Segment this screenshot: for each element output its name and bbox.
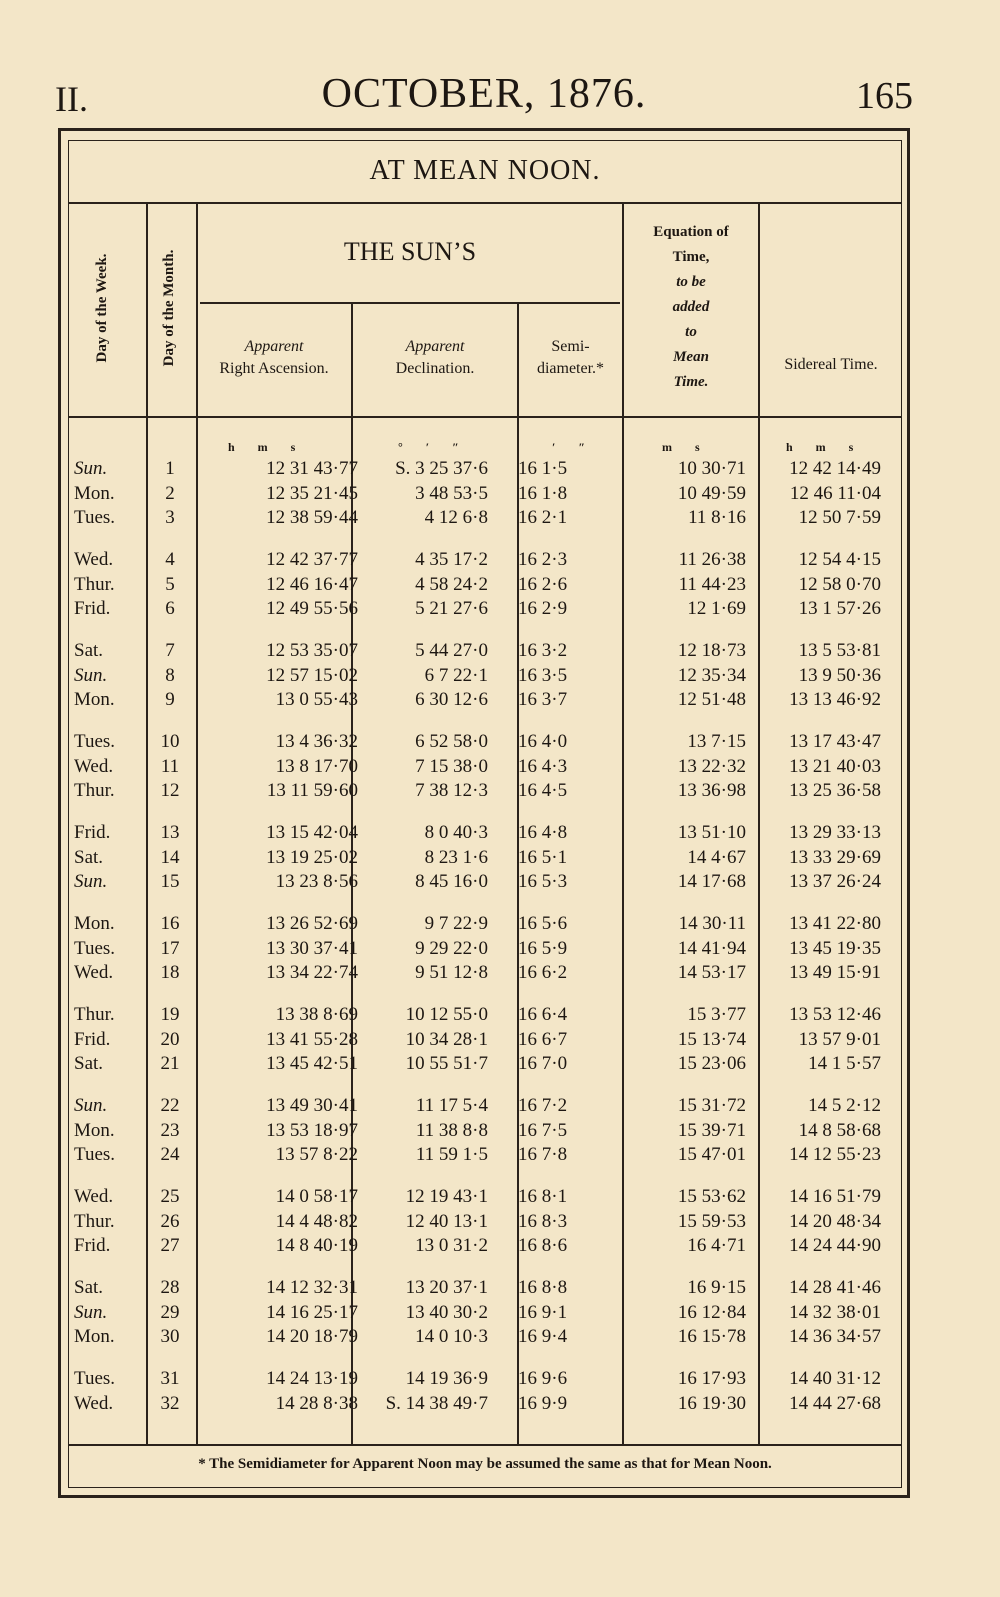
equation-of-time-cell: 10 49·59 bbox=[677, 482, 746, 504]
declination-cell: 11 17 5·4 bbox=[415, 1095, 488, 1116]
day-of-month-cell: 10 bbox=[160, 731, 180, 752]
right-ascension-cell: 13 0 55·43 bbox=[275, 689, 358, 710]
declination-cell: S. 3 25 37·6 bbox=[395, 458, 488, 479]
equation-of-time-cell: 16 4·71 bbox=[687, 1235, 746, 1256]
day-of-month-cell: 19 bbox=[160, 1004, 180, 1025]
equation-of-time-cell: 15 23·06 bbox=[677, 1053, 746, 1074]
declination-cell: 8 0 40·3 bbox=[424, 822, 488, 843]
declination-cell: 14 0 10·3 bbox=[415, 1326, 488, 1347]
semidiameter-cell: 16 4·3 bbox=[518, 755, 568, 777]
semidiameter-cell: 16 5·1 bbox=[518, 846, 568, 868]
day-of-month-cell: 16 bbox=[160, 913, 180, 934]
footnote: * The Semidiameter for Apparent Noon may be assumed the same as that for Mean Noon. bbox=[198, 1456, 772, 1472]
sidereal-time-cell: 13 45 19·35 bbox=[789, 937, 881, 959]
day-of-week-cell: Frid. bbox=[74, 1235, 111, 1256]
right-ascension-cell: 13 57 8·22 bbox=[275, 1144, 358, 1165]
declination-cell: 14 19 36·9 bbox=[405, 1368, 488, 1389]
col-equation-of-time: Equation of Time, to be added to Mean Time. bbox=[653, 224, 729, 390]
right-ascension-cell: 14 28 8·38 bbox=[275, 1392, 358, 1414]
col-declination: Apparent Declination. bbox=[395, 338, 475, 377]
table-row bbox=[68, 1393, 902, 1417]
table-row bbox=[68, 689, 902, 713]
day-of-week-cell: Wed. bbox=[74, 549, 114, 570]
right-ascension-cell: 13 26 52·69 bbox=[266, 913, 358, 934]
sidereal-time-cell: 14 8 58·68 bbox=[798, 1119, 881, 1141]
declination-cell: 9 7 22·9 bbox=[424, 913, 488, 934]
equation-of-time-cell: 14 41·94 bbox=[677, 937, 746, 959]
equation-of-time-cell: 16 9·15 bbox=[687, 1277, 746, 1298]
semidiameter-cell: 16 9·6 bbox=[518, 1368, 568, 1389]
right-ascension-cell: 14 0 58·17 bbox=[275, 1186, 358, 1207]
day-of-month-cell: 21 bbox=[160, 1053, 180, 1074]
day-of-week-cell: Wed. bbox=[74, 962, 114, 983]
equation-of-time-cell: 13 36·98 bbox=[677, 780, 746, 801]
right-ascension-cell: 13 38 8·69 bbox=[275, 1004, 358, 1025]
right-ascension-cell: 14 8 40·19 bbox=[275, 1235, 358, 1256]
sidereal-time-cell: 14 12 55·23 bbox=[789, 1144, 881, 1165]
day-of-week-cell: Wed. bbox=[74, 755, 114, 777]
sidereal-time-cell: 12 42 14·49 bbox=[789, 458, 881, 479]
equation-of-time-cell: 15 3·77 bbox=[687, 1004, 746, 1025]
rule-under-title bbox=[68, 202, 902, 204]
right-ascension-cell: 13 23 8·56 bbox=[275, 871, 358, 892]
table-row bbox=[68, 756, 902, 780]
sidereal-time-cell: 13 41 22·80 bbox=[789, 913, 881, 934]
sidereal-time-cell: 13 37 26·24 bbox=[789, 871, 881, 892]
sidereal-time-cell: 14 1 5·57 bbox=[808, 1053, 881, 1074]
day-of-week-cell: Tues. bbox=[74, 1144, 116, 1165]
right-ascension-cell: 12 31 43·77 bbox=[266, 458, 358, 479]
equation-of-time-cell: 15 47·01 bbox=[677, 1144, 746, 1165]
equation-of-time-cell: 16 19·30 bbox=[677, 1392, 746, 1414]
equation-of-time-cell: 15 53·62 bbox=[677, 1186, 746, 1207]
day-of-week-cell: Mon. bbox=[74, 689, 115, 710]
units-semi: ′ ″ bbox=[552, 440, 596, 454]
sidereal-time-cell: 13 29 33·13 bbox=[789, 822, 881, 843]
declination-cell: 3 48 53·5 bbox=[415, 482, 488, 504]
day-of-week-cell: Tues. bbox=[74, 731, 116, 752]
units-eq: m s bbox=[662, 440, 710, 454]
day-of-week-cell: Tues. bbox=[74, 937, 116, 959]
semidiameter-cell: 16 9·4 bbox=[518, 1326, 568, 1347]
day-of-month-cell: 28 bbox=[160, 1277, 180, 1298]
semidiameter-cell: 16 4·0 bbox=[518, 731, 568, 752]
table-row bbox=[68, 871, 902, 895]
day-of-week-cell: Sun. bbox=[74, 871, 108, 892]
equation-of-time-cell: 15 59·53 bbox=[677, 1210, 746, 1232]
declination-cell: 5 21 27·6 bbox=[415, 598, 488, 619]
equation-of-time-cell: 11 44·23 bbox=[678, 573, 746, 595]
table-row bbox=[68, 458, 902, 482]
day-of-week-cell: Mon. bbox=[74, 1119, 115, 1141]
table-row bbox=[68, 1186, 902, 1210]
right-ascension-cell: 12 53 35·07 bbox=[266, 640, 358, 661]
day-of-month-cell: 6 bbox=[165, 598, 175, 619]
right-ascension-cell: 12 49 55·56 bbox=[266, 598, 358, 619]
right-ascension-cell: 13 45 42·51 bbox=[266, 1053, 358, 1074]
semidiameter-cell: 16 8·3 bbox=[518, 1210, 568, 1232]
semidiameter-cell: 16 6·2 bbox=[518, 962, 568, 983]
declination-cell: 9 51 12·8 bbox=[415, 962, 488, 983]
day-of-week-cell: Mon. bbox=[74, 913, 115, 934]
sidereal-time-cell: 12 46 11·04 bbox=[789, 482, 881, 504]
semidiameter-cell: 16 6·7 bbox=[518, 1028, 568, 1050]
day-of-week-cell: Sat. bbox=[74, 1053, 104, 1074]
table-row bbox=[68, 598, 902, 622]
day-of-week-cell: Thur. bbox=[74, 780, 115, 801]
sidereal-time-cell: 13 49 15·91 bbox=[789, 962, 881, 983]
table-row bbox=[68, 1302, 902, 1326]
table-row bbox=[68, 938, 902, 962]
equation-of-time-cell: 14 53·17 bbox=[677, 962, 746, 983]
sidereal-time-cell: 14 36 34·57 bbox=[789, 1326, 881, 1347]
right-ascension-cell: 13 41 55·28 bbox=[266, 1028, 358, 1050]
equation-of-time-cell: 13 22·32 bbox=[677, 755, 746, 777]
equation-of-time-cell: 12 51·48 bbox=[677, 689, 746, 710]
table-row bbox=[68, 962, 902, 986]
day-of-month-cell: 27 bbox=[160, 1235, 180, 1256]
declination-cell: 6 7 22·1 bbox=[424, 664, 488, 686]
table-row bbox=[68, 1211, 902, 1235]
col-day-of-month: Day of the Month. bbox=[161, 249, 177, 367]
day-of-month-cell: 15 bbox=[160, 871, 180, 892]
day-of-month-cell: 9 bbox=[165, 689, 175, 710]
declination-cell: 9 29 22·0 bbox=[415, 937, 488, 959]
sidereal-time-cell: 12 54 4·15 bbox=[798, 549, 881, 570]
right-ascension-cell: 14 12 32·31 bbox=[266, 1277, 358, 1298]
equation-of-time-cell: 14 4·67 bbox=[687, 846, 746, 868]
declination-cell: 7 38 12·3 bbox=[415, 780, 488, 801]
day-of-month-cell: 31 bbox=[160, 1368, 180, 1389]
sidereal-time-cell: 13 57 9·01 bbox=[798, 1028, 881, 1050]
right-ascension-cell: 13 8 17·70 bbox=[275, 755, 358, 777]
semidiameter-cell: 16 1·8 bbox=[518, 482, 568, 504]
day-of-week-cell: Sun. bbox=[74, 1301, 108, 1323]
day-of-week-cell: Frid. bbox=[74, 1028, 111, 1050]
table-title: AT MEAN NOON. bbox=[369, 155, 601, 186]
equation-of-time-cell: 14 30·11 bbox=[678, 913, 746, 934]
semidiameter-cell: 16 3·5 bbox=[518, 664, 568, 686]
table-row bbox=[68, 780, 902, 804]
sidereal-time-cell: 12 58 0·70 bbox=[798, 573, 881, 595]
day-of-month-cell: 26 bbox=[160, 1210, 180, 1232]
equation-of-time-cell: 11 26·38 bbox=[678, 549, 746, 570]
semidiameter-cell: 16 8·6 bbox=[518, 1235, 568, 1256]
day-of-week-cell: Sat. bbox=[74, 1277, 104, 1298]
semidiameter-cell: 16 2·6 bbox=[518, 573, 568, 595]
day-of-month-cell: 22 bbox=[160, 1095, 180, 1116]
day-of-month-cell: 20 bbox=[160, 1028, 180, 1050]
right-ascension-cell: 12 42 37·77 bbox=[266, 549, 358, 570]
semidiameter-cell: 16 2·3 bbox=[518, 549, 568, 570]
declination-cell: 8 45 16·0 bbox=[415, 871, 488, 892]
right-ascension-cell: 14 16 25·17 bbox=[266, 1301, 358, 1323]
sidereal-time-cell: 13 33 29·69 bbox=[789, 846, 881, 868]
declination-cell: 11 38 8·8 bbox=[415, 1119, 488, 1141]
day-of-month-cell: 2 bbox=[165, 482, 175, 504]
semidiameter-cell: 16 7·2 bbox=[518, 1095, 568, 1116]
page-number: 165 bbox=[856, 75, 913, 117]
table-row bbox=[68, 665, 902, 689]
table-row bbox=[68, 549, 902, 573]
right-ascension-cell: 13 53 18·97 bbox=[266, 1119, 358, 1141]
table-row bbox=[68, 1053, 902, 1077]
sidereal-time-cell: 13 9 50·36 bbox=[798, 664, 881, 686]
table-row bbox=[68, 574, 902, 598]
rule-under-header bbox=[68, 416, 902, 418]
semidiameter-cell: 16 5·6 bbox=[518, 913, 568, 934]
declination-cell: 4 35 17·2 bbox=[415, 549, 488, 570]
sidereal-time-cell: 14 28 41·46 bbox=[789, 1277, 881, 1298]
right-ascension-cell: 12 46 16·47 bbox=[266, 573, 358, 595]
day-of-week-cell: Tues. bbox=[74, 507, 116, 528]
declination-cell: 11 59 1·5 bbox=[415, 1144, 488, 1165]
right-ascension-cell: 13 15 42·04 bbox=[266, 822, 358, 843]
day-of-week-cell: Sun. bbox=[74, 1095, 108, 1116]
equation-of-time-cell: 15 31·72 bbox=[677, 1095, 746, 1116]
day-of-week-cell: Thur. bbox=[74, 573, 115, 595]
declination-cell: 12 19 43·1 bbox=[405, 1186, 488, 1207]
equation-of-time-cell: 12 35·34 bbox=[677, 664, 746, 686]
equation-of-time-cell: 16 17·93 bbox=[677, 1368, 746, 1389]
day-of-week-cell: Thur. bbox=[74, 1004, 115, 1025]
table-row bbox=[68, 1004, 902, 1028]
equation-of-time-cell: 13 51·10 bbox=[677, 822, 746, 843]
right-ascension-cell: 14 20 18·79 bbox=[266, 1326, 358, 1347]
day-of-month-cell: 29 bbox=[160, 1301, 180, 1323]
day-of-week-cell: Mon. bbox=[74, 482, 115, 504]
col-semidiameter: Semi- diameter.* bbox=[536, 338, 605, 377]
declination-cell: 6 52 58·0 bbox=[415, 731, 488, 752]
sidereal-time-cell: 14 16 51·79 bbox=[789, 1186, 881, 1207]
semidiameter-cell: 16 8·8 bbox=[518, 1277, 568, 1298]
declination-cell: 10 55 51·7 bbox=[405, 1053, 488, 1074]
day-of-month-cell: 14 bbox=[160, 846, 180, 868]
equation-of-time-cell: 14 17·68 bbox=[677, 871, 746, 892]
equation-of-time-cell: 16 12·84 bbox=[677, 1301, 746, 1323]
units-sid: h m s bbox=[786, 440, 864, 454]
declination-cell: 12 40 13·1 bbox=[405, 1210, 488, 1232]
day-of-month-cell: 18 bbox=[160, 962, 180, 983]
page-title: OCTOBER, 1876. bbox=[321, 71, 647, 117]
semidiameter-cell: 16 5·9 bbox=[518, 937, 568, 959]
semidiameter-cell: 16 3·7 bbox=[518, 689, 568, 710]
day-of-week-cell: Wed. bbox=[74, 1392, 114, 1414]
table-row bbox=[68, 507, 902, 531]
sidereal-time-cell: 13 53 12·46 bbox=[789, 1004, 881, 1025]
semidiameter-cell: 16 7·8 bbox=[518, 1144, 568, 1165]
semidiameter-cell: 16 6·4 bbox=[518, 1004, 568, 1025]
table-row bbox=[68, 913, 902, 937]
day-of-week-cell: Frid. bbox=[74, 822, 111, 843]
rule-above-footnote bbox=[68, 1444, 902, 1446]
semidiameter-cell: 16 1·5 bbox=[518, 458, 568, 479]
right-ascension-cell: 14 24 13·19 bbox=[266, 1368, 358, 1389]
units-dec: ° ′ ″ bbox=[398, 440, 469, 454]
day-of-week-cell: Thur. bbox=[74, 1210, 115, 1232]
semidiameter-cell: 16 4·5 bbox=[518, 780, 568, 801]
right-ascension-cell: 12 35 21·45 bbox=[266, 482, 358, 504]
col-day-of-week: Day of the Week. bbox=[94, 253, 110, 363]
right-ascension-cell: 13 49 30·41 bbox=[266, 1095, 358, 1116]
equation-of-time-cell: 12 1·69 bbox=[687, 598, 746, 619]
equation-of-time-cell: 11 8·16 bbox=[688, 507, 746, 528]
declination-cell: 13 40 30·2 bbox=[405, 1301, 488, 1323]
sidereal-time-cell: 13 5 53·81 bbox=[798, 640, 881, 661]
table-row bbox=[68, 731, 902, 755]
table-row bbox=[68, 822, 902, 846]
right-ascension-cell: 13 34 22·74 bbox=[266, 962, 358, 983]
table-row bbox=[68, 1095, 902, 1119]
sidereal-time-cell: 13 1 57·26 bbox=[798, 598, 881, 619]
sidereal-time-cell: 14 44 27·68 bbox=[789, 1392, 881, 1414]
day-of-week-cell: Sun. bbox=[74, 664, 108, 686]
equation-of-time-cell: 10 30·71 bbox=[677, 458, 746, 479]
day-of-week-cell: Wed. bbox=[74, 1186, 114, 1207]
declination-cell: 5 44 27·0 bbox=[415, 640, 488, 661]
semidiameter-cell: 16 2·9 bbox=[518, 598, 568, 619]
sidereal-time-cell: 13 17 43·47 bbox=[789, 731, 881, 752]
day-of-week-cell: Mon. bbox=[74, 1326, 115, 1347]
day-of-month-cell: 13 bbox=[160, 822, 180, 843]
day-of-month-cell: 17 bbox=[160, 937, 180, 959]
equation-of-time-cell: 13 7·15 bbox=[687, 731, 746, 752]
day-of-month-cell: 30 bbox=[160, 1326, 180, 1347]
declination-cell: 4 58 24·2 bbox=[415, 573, 488, 595]
sidereal-time-cell: 14 5 2·12 bbox=[808, 1095, 881, 1116]
semidiameter-cell: 16 4·8 bbox=[518, 822, 568, 843]
equation-of-time-cell: 15 13·74 bbox=[677, 1028, 746, 1050]
day-of-month-cell: 32 bbox=[160, 1392, 180, 1414]
sidereal-time-cell: 13 13 46·92 bbox=[789, 689, 881, 710]
day-of-month-cell: 7 bbox=[165, 640, 175, 661]
semidiameter-cell: 16 7·0 bbox=[518, 1053, 568, 1074]
day-of-week-cell: Tues. bbox=[74, 1368, 116, 1389]
declination-cell: S. 14 38 49·7 bbox=[385, 1392, 488, 1414]
right-ascension-cell: 13 11 59·60 bbox=[266, 780, 358, 801]
semidiameter-cell: 16 5·3 bbox=[518, 871, 568, 892]
sidereal-time-cell: 13 21 40·03 bbox=[789, 755, 881, 777]
col-sidereal-time: Sidereal Time. bbox=[784, 356, 878, 373]
table-row bbox=[68, 1144, 902, 1168]
day-of-month-cell: 25 bbox=[160, 1186, 180, 1207]
declination-cell: 10 34 28·1 bbox=[405, 1028, 488, 1050]
semidiameter-cell: 16 3·2 bbox=[518, 640, 568, 661]
table-row bbox=[68, 1326, 902, 1350]
units-ra: h m s bbox=[228, 440, 306, 454]
day-of-week-cell: Sun. bbox=[74, 458, 108, 479]
semidiameter-cell: 16 2·1 bbox=[518, 507, 568, 528]
sidereal-time-cell: 14 20 48·34 bbox=[789, 1210, 881, 1232]
table-row bbox=[68, 1368, 902, 1392]
day-of-month-cell: 1 bbox=[165, 458, 175, 479]
right-ascension-cell: 13 4 36·32 bbox=[275, 731, 358, 752]
table-row bbox=[68, 847, 902, 871]
declination-cell: 6 30 12·6 bbox=[415, 689, 488, 710]
rule-under-suns bbox=[200, 302, 620, 304]
right-ascension-cell: 13 30 37·41 bbox=[266, 937, 358, 959]
sidereal-time-cell: 13 25 36·58 bbox=[789, 780, 881, 801]
declination-cell: 13 0 31·2 bbox=[415, 1235, 488, 1256]
right-ascension-cell: 14 4 48·82 bbox=[275, 1210, 358, 1232]
day-of-month-cell: 5 bbox=[165, 573, 175, 595]
day-of-month-cell: 3 bbox=[165, 507, 175, 528]
day-of-month-cell: 23 bbox=[160, 1119, 180, 1141]
col-group-suns: THE SUN’S bbox=[343, 237, 477, 266]
equation-of-time-cell: 12 18·73 bbox=[677, 640, 746, 661]
declination-cell: 4 12 6·8 bbox=[424, 507, 488, 528]
declination-cell: 8 23 1·6 bbox=[424, 846, 488, 868]
table-row bbox=[68, 1120, 902, 1144]
declination-cell: 13 20 37·1 bbox=[405, 1277, 488, 1298]
semidiameter-cell: 16 8·1 bbox=[518, 1186, 568, 1207]
declination-cell: 10 12 55·0 bbox=[405, 1004, 488, 1025]
day-of-month-cell: 24 bbox=[160, 1144, 180, 1165]
equation-of-time-cell: 15 39·71 bbox=[677, 1119, 746, 1141]
semidiameter-cell: 16 9·9 bbox=[518, 1392, 568, 1414]
table-row bbox=[68, 1277, 902, 1301]
table-row bbox=[68, 483, 902, 507]
table-row bbox=[68, 640, 902, 664]
day-of-month-cell: 12 bbox=[160, 780, 180, 801]
day-of-month-cell: 4 bbox=[165, 549, 175, 570]
sidereal-time-cell: 14 32 38·01 bbox=[789, 1301, 881, 1323]
right-ascension-cell: 12 38 59·44 bbox=[266, 507, 358, 528]
declination-cell: 7 15 38·0 bbox=[415, 755, 488, 777]
sidereal-time-cell: 12 50 7·59 bbox=[798, 507, 881, 528]
table-row bbox=[68, 1235, 902, 1259]
right-ascension-cell: 12 57 15·02 bbox=[266, 664, 358, 686]
sidereal-time-cell: 14 24 44·90 bbox=[789, 1235, 881, 1256]
page-header bbox=[55, 70, 913, 120]
semidiameter-cell: 16 9·1 bbox=[518, 1301, 568, 1323]
equation-of-time-cell: 16 15·78 bbox=[677, 1326, 746, 1347]
day-of-week-cell: Sat. bbox=[74, 640, 104, 661]
right-ascension-cell: 13 19 25·02 bbox=[266, 846, 358, 868]
day-of-week-cell: Frid. bbox=[74, 598, 111, 619]
semidiameter-cell: 16 7·5 bbox=[518, 1119, 568, 1141]
table-row bbox=[68, 1029, 902, 1053]
day-of-month-cell: 11 bbox=[160, 755, 180, 777]
day-of-week-cell: Sat. bbox=[74, 846, 104, 868]
col-right-ascension: Apparent Right Ascension. bbox=[219, 338, 329, 377]
day-of-month-cell: 8 bbox=[165, 664, 175, 686]
section-number: II. bbox=[55, 79, 88, 119]
sidereal-time-cell: 14 40 31·12 bbox=[789, 1368, 881, 1389]
